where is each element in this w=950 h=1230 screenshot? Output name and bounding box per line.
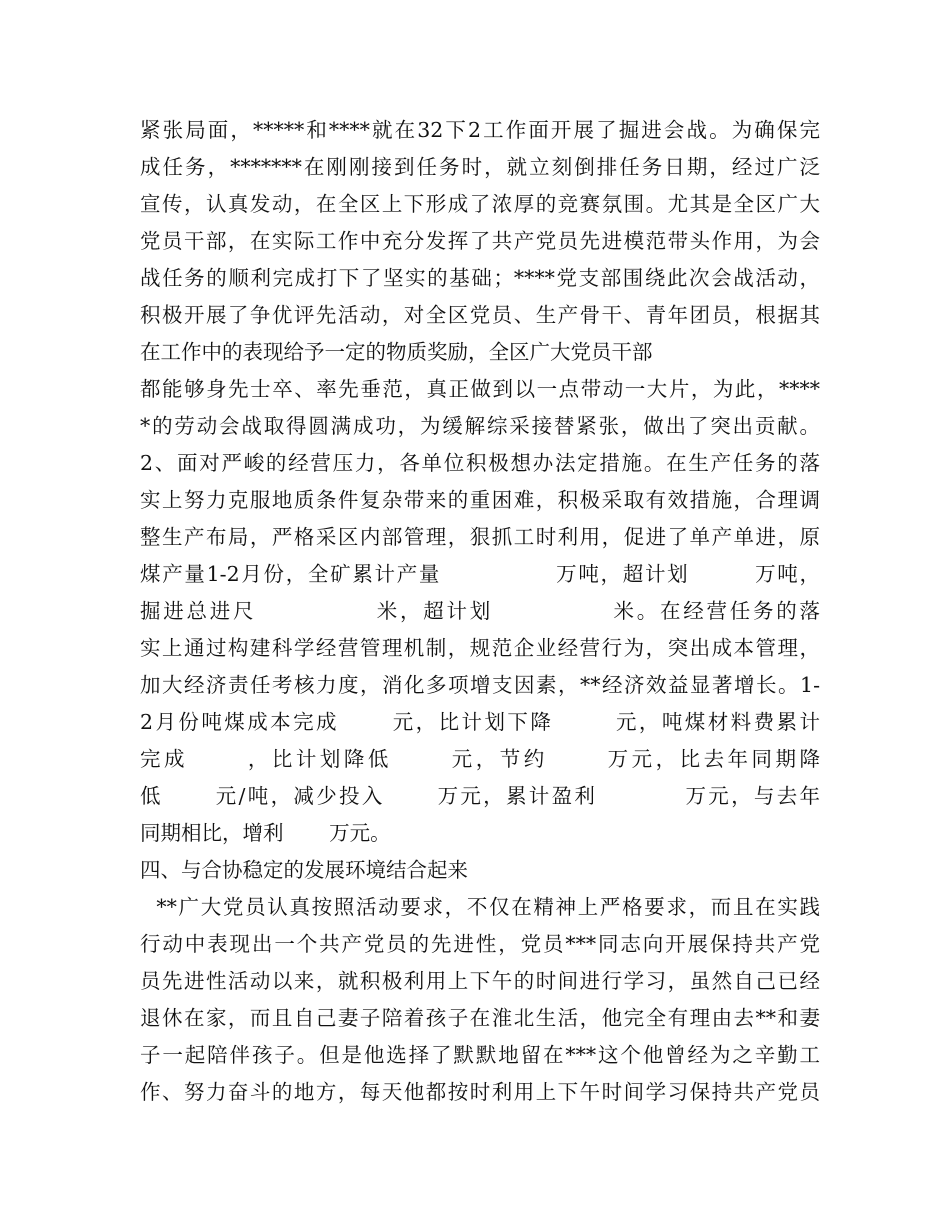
text-line: 战任务的顺利完成打下了坚实的基础；****党支部围绕此次会战活动，	[140, 266, 820, 290]
text-line: 实上通过构建科学经营管理机制，规范企业经营行为，突出成本管理，	[140, 636, 820, 660]
text-line: 2、面对严峻的经营压力，各单位积极想办法定措施。在生产任务的落	[140, 451, 820, 475]
text-line: 完成 ，比计划降低 元，节约 万元，比去年同期降	[140, 747, 820, 771]
text-line: 掘进总进尺 米，超计划 米。在经营任务的落	[140, 599, 820, 623]
text-line: 实上努力克服地质条件复杂带来的重困难，积极采取有效措施，合理调	[140, 488, 820, 512]
text-line: 紧张局面，*****和****就在32下2工作面开展了掘进会战。为确保完	[140, 118, 820, 142]
text-line: **广大党员认真按照活动要求，不仅在精神上严格要求，而且在实践	[140, 895, 820, 919]
text-line: 2月份吨煤成本完成 元，比计划下降 元，吨煤材料费累计	[140, 710, 820, 734]
text-line: 宣传，认真发动，在全区上下形成了浓厚的竞赛氛围。尤其是全区广大	[140, 192, 820, 216]
text-line: 整生产布局，严格采区内部管理，狠抓工时利用，促进了单产单进，原	[140, 525, 820, 549]
text-line: 党员干部，在实际工作中充分发挥了共产党员先进模范带头作用，为会	[140, 229, 820, 253]
text-line: 行动中表现出一个共产党员的先进性，党员***同志向开展保持共产党	[140, 932, 820, 956]
text-line: 员先进性活动以来，就积极利用上下午的时间进行学习，虽然自己已经	[140, 969, 820, 993]
text-line: 都能够身先士卒、率先垂范，真正做到以一点带动一大片，为此，****	[140, 377, 820, 401]
text-line: 作、努力奋斗的地方，每天他都按时利用上下午时间学习保持共产党员	[140, 1080, 820, 1104]
text-line: 成任务，*******在刚刚接到任务时，就立刻倒排任务日期，经过广泛	[140, 155, 820, 179]
text-line: 在工作中的表现给予一定的物质奖励，全区广大党员干部	[140, 340, 653, 364]
section-heading: 四、与合协稳定的发展环境结合起来	[140, 858, 468, 882]
text-line: 低 元/吨，减少投入 万元，累计盈利 万元，与去年	[140, 784, 820, 808]
text-line: *的劳动会战取得圆满成功，为缓解综采接替紧张，做出了突出贡献。	[140, 414, 820, 438]
text-line: 退休在家，而且自己妻子陪着孩子在淮北生活，他完全有理由去**和妻	[140, 1006, 820, 1030]
text-line: 积极开展了争优评先活动，对全区党员、生产骨干、青年团员，根据其	[140, 303, 820, 327]
text-line: 子一起陪伴孩子。但是他选择了默默地留在***这个他曾经为之辛勤工	[140, 1043, 820, 1067]
text-line: 同期相比，增利 万元。	[140, 821, 391, 845]
text-line: 煤产量1-2月份，全矿累计产量 万吨，超计划 万吨，	[140, 562, 820, 586]
text-line: 加大经济责任考核力度，消化多项增支因素，**经济效益显著增长。1-	[140, 673, 820, 697]
